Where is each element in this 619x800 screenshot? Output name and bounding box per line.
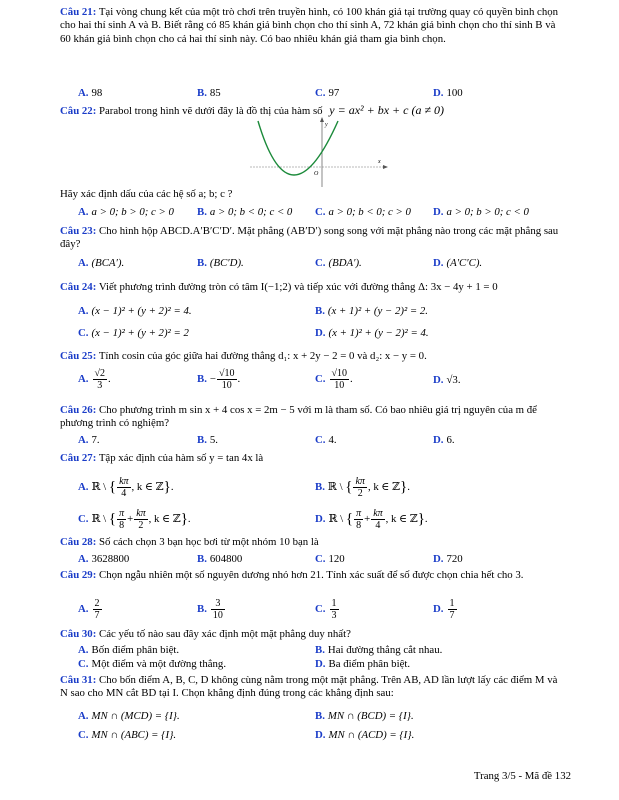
option-c[interactable]: C. 120 xyxy=(315,553,345,565)
option-d[interactable]: D. (x + 1)² + (y − 2)² = 4. xyxy=(315,327,429,339)
question-26: Câu 26: Cho phương trình m sin x + 4 cos x = 2m − 5 với m là tham số. Có bao nhiêu giá trị nguyên của m để phương trình có nghiệm? xyxy=(60,404,537,430)
option-b[interactable]: B. 604800 xyxy=(197,553,243,565)
question-text: Tại vòng chung kết của một trò chơi trên truyền hình, có 100 khán giả tại trường quay có quyền bình chọn cho hai thí sinh A và B. Biết rằng có 85 khán giả bình chọn cho thí sinh A, 72 khán giả bình chọn cho thí sinh B và 60 khán giả bình chọn cho cả hai thí sinh này. Có bao nhiêu khán giả tham gia bình chọn. xyxy=(60,6,559,45)
option-b[interactable]: B. MN ∩ (BCD) = {I}. xyxy=(315,710,414,722)
option-c[interactable]: C. a > 0; b < 0; c > 0 xyxy=(315,206,411,218)
axis-y-label: y xyxy=(325,122,328,128)
question-28: Câu 28: Số cách chọn 3 bạn học bơi từ một nhóm 10 bạn là xyxy=(60,536,319,548)
question-text: Số cách chọn 3 bạn học bơi từ một nhóm 10 bạn là xyxy=(99,536,319,548)
question-label: Câu 21: xyxy=(60,6,97,18)
question-text: Các yếu tố nào sau đây xác định một mặt phẳng duy nhất? xyxy=(99,628,351,640)
option-c[interactable]: C. (x − 1)² + (y + 2)² = 2 xyxy=(78,327,189,339)
parabol-graph xyxy=(250,117,390,189)
option-a[interactable]: A. 3628800 xyxy=(78,553,130,565)
question-21 xyxy=(60,6,565,46)
option-b[interactable]: B. $\frac{3}{10}$ xyxy=(197,598,223,621)
option-b[interactable]: B. a > 0; b < 0; c < 0 xyxy=(197,206,293,218)
option-b[interactable]: B. − $\frac{√10}{10}$ . xyxy=(197,368,241,391)
option-a[interactable]: A. (BCA′). xyxy=(78,257,125,269)
page-footer: Trang 3/5 - Mã đề 132 xyxy=(473,770,571,782)
fraction: $\frac{√2}{3}$ xyxy=(94,368,105,391)
option-c[interactable]: C. $\frac{√10}{10}$ . xyxy=(315,368,353,391)
option-c[interactable]: C. $\frac{1}{3}$ xyxy=(315,598,337,621)
question-text: Cho phương trình m sin x + 4 cos x = 2m − 5 với m là tham số. Có bao nhiêu giá trị nguyên của m để phương trình có nghiệm? xyxy=(60,404,537,430)
question-text: Tính cosin của góc giữa hai đường thẳng d₁: x + 2y − 2 = 0 và d₂: x − y = 0. xyxy=(98,350,427,362)
option-d[interactable]: D. Ba điểm phân biệt. xyxy=(315,658,411,670)
option-a[interactable]: A. MN ∩ (MCD) = {I}. xyxy=(78,710,180,722)
option-a[interactable]: A. (x − 1)² + (y + 2)² = 4. xyxy=(78,305,192,317)
option-b[interactable]: B. 85 xyxy=(197,87,221,99)
origin-label: O xyxy=(314,171,319,177)
question-text: Cho hình hộp ABCD.A′B′C′D′. Mặt phẳng (AB′D′) song song với mặt phẳng nào trong các mặt phẳng sau đây? xyxy=(60,225,559,251)
option-d[interactable]: D. 100 xyxy=(433,87,463,99)
option-d[interactable]: D. ℝ \ { $\frac{\pi}{8}$ + $\frac{k\pi}{4}$ , k ∈ ℤ}. xyxy=(315,508,428,531)
option-c[interactable]: C. 4. xyxy=(315,434,337,446)
question-text: Chọn ngẫu nhiên một số nguyên dương nhỏ hơn 21. Tính xác suất để số được chọn chia hết cho 3. xyxy=(99,569,524,581)
option-a[interactable]: A. 7. xyxy=(78,434,100,446)
option-d[interactable]: D. $\frac{1}{7}$ xyxy=(433,598,455,621)
question-24: Câu 24: Viết phương trình đường tròn có tâm I(−1;2) và tiếp xúc với đường thẳng Δ: 3x − 4y + 1 = 0 xyxy=(60,281,498,293)
question-31: Câu 31: Cho bốn điểm A, B, C, D không cùng nằm trong một mặt phẳng. Trên AB, AD lần lượt lấy các điểm M và N sao cho MN cắt BD tại I. Chọn khẳng định đúng trong các khẳng định sau: xyxy=(60,674,558,700)
option-b[interactable]: B. 5. xyxy=(197,434,219,446)
option-c[interactable]: C. Một điểm và một đường thẳng. xyxy=(78,658,227,670)
question-29: Câu 29: Chọn ngẫu nhiên một số nguyên dương nhỏ hơn 21. Tính xác suất để số được chọn chia hết cho 3. xyxy=(60,569,524,581)
option-a[interactable]: A. ℝ \ { $\frac{k\pi}{4}$ , k ∈ ℤ}. xyxy=(78,476,174,499)
question-text: Parabol trong hình vẽ dưới đây là đồ thị của hàm số xyxy=(99,105,323,117)
option-a[interactable]: A. a > 0; b > 0; c > 0 xyxy=(78,206,174,218)
option-a[interactable]: A. $\frac{√2}{3}$ . xyxy=(78,368,111,391)
option-c[interactable]: C. ℝ \ { $\frac{\pi}{8}$ + $\frac{k\pi}{2}$ , k ∈ ℤ}. xyxy=(78,508,191,531)
question-25: Câu 25: Tính cosin của góc giữa hai đường thẳng d₁: x + 2y − 2 = 0 và d₂: x − y = 0. xyxy=(60,350,427,362)
fraction: $\frac{√10}{10}$ xyxy=(331,368,347,391)
question-text: Cho bốn điểm A, B, C, D không cùng nằm trong một mặt phẳng. Trên AB, AD lần lượt lấy các điểm M và N sao cho MN cắt BD tại I. Chọn khẳng định đúng trong các khẳng định sau: xyxy=(60,674,558,700)
option-d[interactable]: D. MN ∩ (ACD) = {I}. xyxy=(315,729,415,741)
function-formula: y = ax² + bx + c (a ≠ 0) xyxy=(329,103,445,117)
question-23: Câu 23: Cho hình hộp ABCD.A′B′C′D′. Mặt phẳng (AB′D′) song song với mặt phẳng nào trong các mặt phẳng sau đây? xyxy=(60,225,559,251)
option-a[interactable]: A. 98 xyxy=(78,87,103,99)
option-b[interactable]: B. ℝ \ { $\frac{k\pi}{2}$ , k ∈ ℤ}. xyxy=(315,476,410,499)
question-text: Viết phương trình đường tròn có tâm I(−1;2) và tiếp xúc với đường thẳng Δ: 3x − 4y + 1 = 0 xyxy=(98,281,498,293)
option-c[interactable]: C. 97 xyxy=(315,87,340,99)
question-30: Câu 30: Các yếu tố nào sau đây xác định một mặt phẳng duy nhất? xyxy=(60,628,351,640)
option-d[interactable]: D. 6. xyxy=(433,434,455,446)
question-text: Tập xác định của hàm số y = tan 4x là xyxy=(98,452,264,464)
option-d[interactable]: D. (A′C′C). xyxy=(433,257,483,269)
option-b[interactable]: B. (x + 1)² + (y − 2)² = 2. xyxy=(315,305,428,317)
question-22-ask: Hãy xác định dấu của các hệ số a; b; c ? xyxy=(60,188,233,200)
option-c[interactable]: C. MN ∩ (ABC) = {I}. xyxy=(78,729,177,741)
fraction: $\frac{√10}{10}$ xyxy=(219,368,235,391)
option-a[interactable]: A. $\frac{2}{7}$ xyxy=(78,598,100,621)
question-22: Câu 22: Parabol trong hình vẽ dưới đây là đồ thị của hàm số y = ax² + bx + c (a ≠ 0) xyxy=(60,103,445,117)
option-b[interactable]: B. Hai đường thẳng cắt nhau. xyxy=(315,644,443,656)
axis-x-label: x xyxy=(378,159,381,165)
question-27: Câu 27: Tập xác định của hàm số y = tan 4x là xyxy=(60,452,264,464)
option-c[interactable]: C. (BDA′). xyxy=(315,257,362,269)
option-b[interactable]: B. (BC′D). xyxy=(197,257,244,269)
option-d[interactable]: D. a > 0; b > 0; c < 0 xyxy=(433,206,529,218)
option-d[interactable]: D. 720 xyxy=(433,553,463,565)
option-d[interactable]: D. √3. xyxy=(433,374,461,386)
option-a[interactable]: A. Bốn điểm phân biệt. xyxy=(78,644,180,656)
